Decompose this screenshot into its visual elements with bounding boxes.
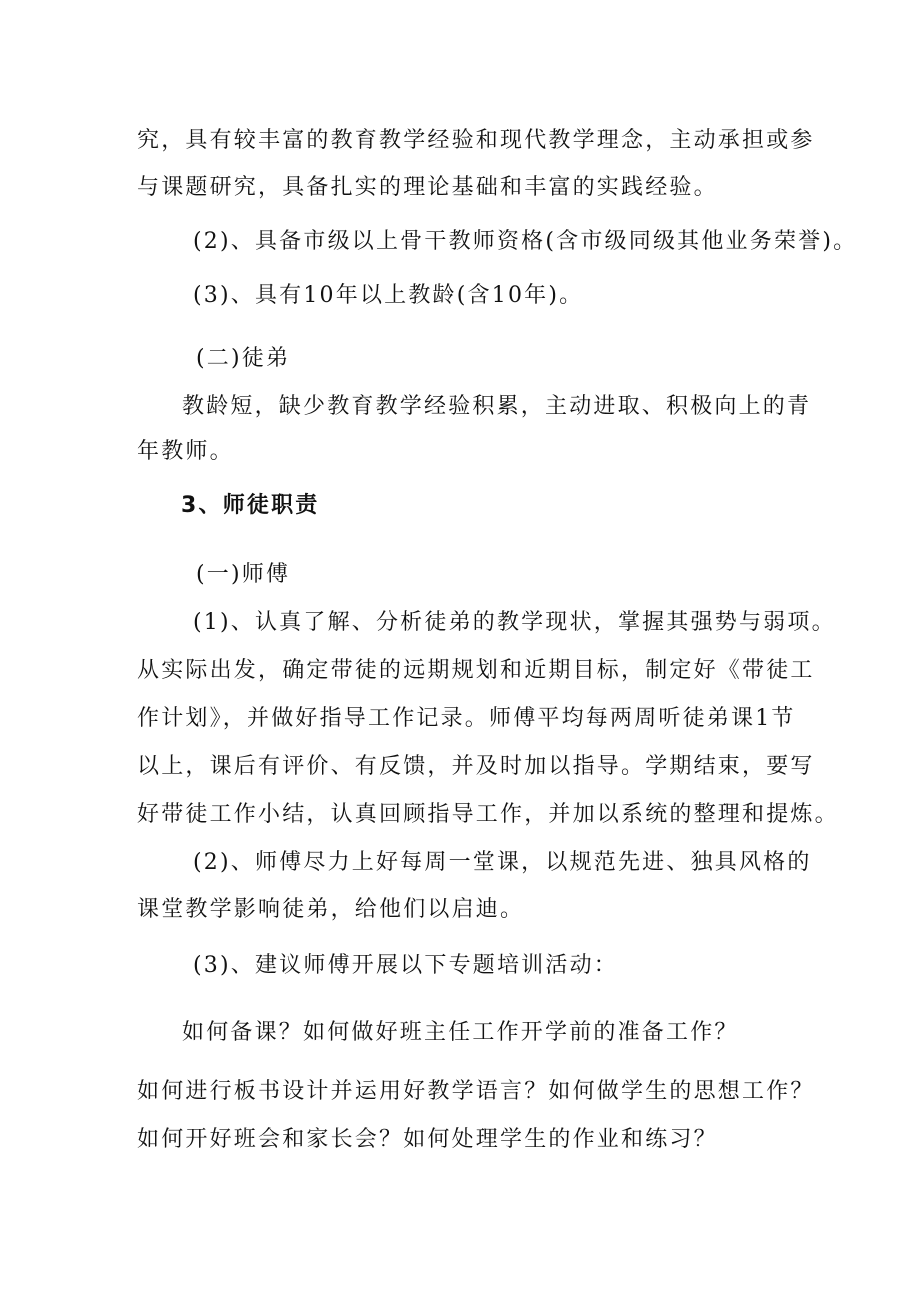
master-duty-2-line-2: 课堂教学影响徒弟，给他们以启迪。 xyxy=(137,897,525,922)
master-duty-1-line-1: (1)、认真了解、分析徒弟的教学现状，掌握其强势与弱项。 xyxy=(193,610,836,635)
paragraph-line-1: 究，具有较丰富的教育教学经验和现代教学理念，主动承担或参 xyxy=(137,128,815,153)
training-topics-line-2: 如何进行板书设计并运用好教学语言？如何做学生的思想工作？ xyxy=(137,1079,815,1104)
training-topics-line-3: 如何开好班会和家长会？如何处理学生的作业和练习？ xyxy=(137,1127,718,1152)
section-heading-duties: 3、师徒职责 xyxy=(181,493,320,518)
paragraph-line-2: 与课题研究，具备扎实的理论基础和丰富的实践经验。 xyxy=(137,175,718,200)
training-topics-line-1: 如何备课？如何做好班主任工作开学前的准备工作？ xyxy=(182,1020,739,1045)
apprentice-line-2: 年教师。 xyxy=(137,439,234,464)
master-duty-3-line: (3)、建议师傅开展以下专题培训活动： xyxy=(193,953,618,978)
master-duty-2-line-1: (2)、师傅尽力上好每周一堂课，以规范先进、独具风格的 xyxy=(193,850,812,875)
criterion-3-line: (3)、具有10年以上教龄(含10年)。 xyxy=(193,283,584,308)
master-duty-1-line-3: 作计划》，并做好指导工作记录。师傅平均每两周听徒弟课1节 xyxy=(137,706,796,731)
criterion-2-line: (2)、具备市级以上骨干教师资格(含市级同级其他业务荣誉)。 xyxy=(193,229,858,254)
subheading-apprentice: (二)徒弟 xyxy=(196,346,291,371)
subheading-master: (一)师傅 xyxy=(196,562,291,587)
master-duty-1-line-5: 好带徒工作小结，认真回顾指导工作，并加以系统的整理和提炼。 xyxy=(137,802,839,827)
apprentice-line-1: 教龄短，缺少教育教学经验积累，主动进取、积极向上的青 xyxy=(182,394,812,419)
master-duty-1-line-4: 以上，课后有评价、有反馈，并及时加以指导。学期结束，要写 xyxy=(137,754,815,779)
master-duty-1-line-2: 从实际出发，确定带徒的远期规划和近期目标，制定好《带徒工 xyxy=(137,658,815,683)
